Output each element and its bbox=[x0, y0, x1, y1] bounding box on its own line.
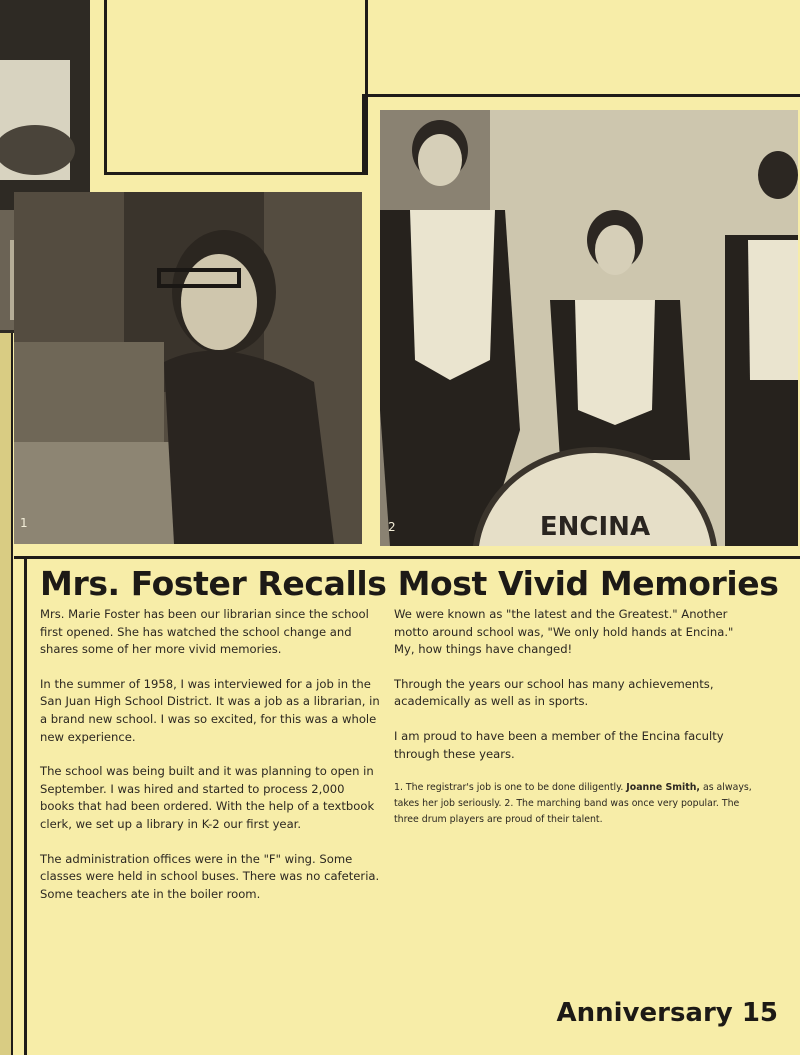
photo-1 bbox=[14, 192, 362, 544]
left-paragraph: Mrs. Marie Foster has been our librarian since the school first opened. She has watched the school change and shares some of her more vivid memories. bbox=[40, 607, 369, 657]
photo-2-art bbox=[380, 110, 798, 546]
photo-1-art bbox=[14, 192, 362, 544]
footer-label: Anniversary bbox=[556, 998, 733, 1028]
photo-2 bbox=[380, 110, 798, 546]
article-rule-top bbox=[14, 556, 800, 559]
left-paragraph: The school was being built and it was planning to open in September. I was hired and started to process 2,000 books that had been ordered. With the help of a textbook clerk, we set up a library in K-2 our first year. bbox=[40, 764, 375, 831]
frame-rule-top bbox=[362, 94, 800, 97]
drum-text: ENCINA bbox=[539, 512, 651, 542]
article-left-column bbox=[40, 606, 380, 920]
article-right-column bbox=[394, 606, 756, 828]
right-paragraph: We were known as "the latest and the Greatest." Another motto around school was, "We only hold hands at Encina." My, how things have changed! bbox=[394, 607, 734, 657]
article-rule-left bbox=[24, 556, 27, 1055]
page-number: 15 bbox=[741, 998, 778, 1028]
right-paragraph: Through the years our school has many achievements, academically as well as in sports. bbox=[394, 676, 714, 709]
photo-1-number: 1 bbox=[20, 516, 28, 530]
caption-part-1: 1. The registrar's job is one to be done diligently. bbox=[394, 782, 627, 794]
left-paragraph: The administration offices were in the "F" wing. Some classes were held in school buses. There was no cafeteria. Some teachers ate in the boiler room. bbox=[40, 851, 380, 901]
photo-caption bbox=[394, 780, 756, 828]
right-paragraph: I am proud to have been a member of the Encina faculty through these years. bbox=[394, 728, 724, 761]
frame-rule-left bbox=[362, 94, 365, 174]
photo-2-number: 2 bbox=[388, 520, 396, 534]
left-paragraph: In the summer of 1958, I was interviewed for a job in the San Juan High School District. It was a job as a librarian, in a brand new school. I was so excited, for this was a whole new experience. bbox=[40, 676, 380, 744]
top-frame bbox=[104, 0, 368, 175]
article-title: Mrs. Foster Recalls Most Vivid Memories bbox=[40, 564, 779, 603]
caption-name: Joanne Smith, bbox=[626, 782, 700, 794]
page-footer bbox=[557, 998, 779, 1028]
caption-part-2: as always, takes her job seriously. 2. The marching band was once very popular. The three drum players are proud of their talent. bbox=[394, 782, 752, 826]
